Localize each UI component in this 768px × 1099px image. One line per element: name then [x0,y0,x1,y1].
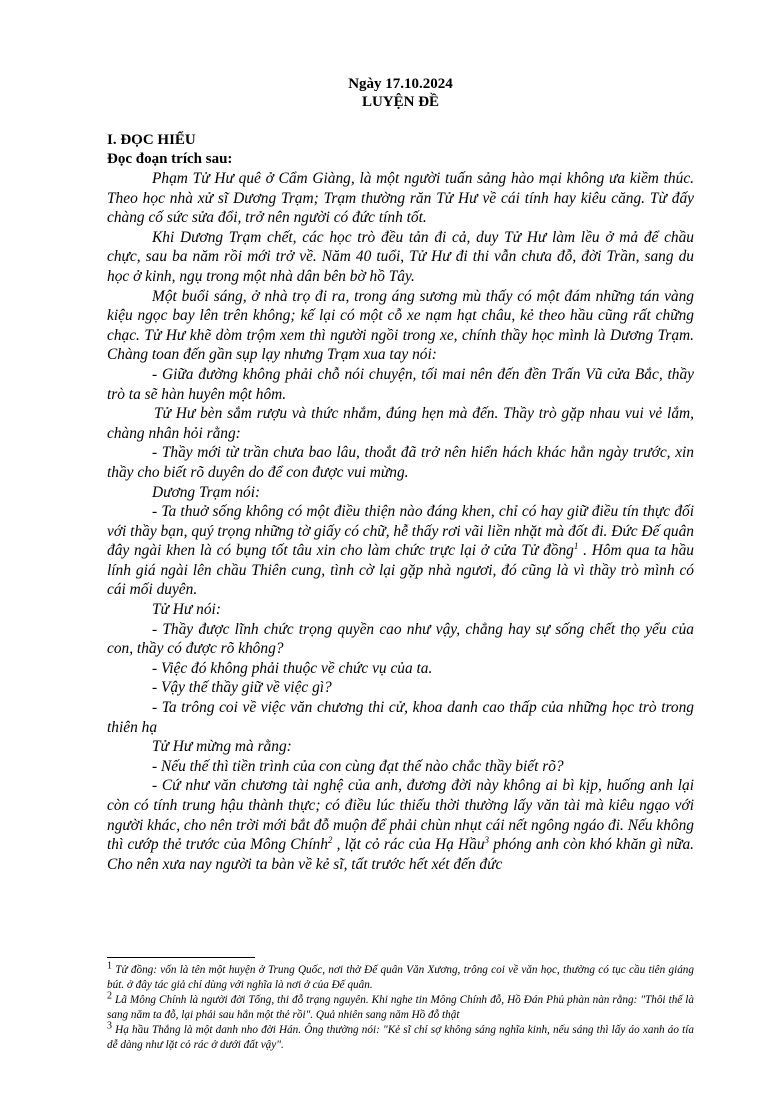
footnote-item [107,990,694,1023]
passage-text: - Ta thuở sống không có một điều thiện nào đáng khen, chỉ có hay giữ điều tín thực đối với thầy bạn, quý trọng những tờ giấy có chữ, hễ thấy rơi vãi liền nhặt mà đốt đi. Đức Đế quân đây ngài khen là có bụng tốt tâu xin cho làm chức trực lại ở cửa Tử đồng [107,503,694,560]
passage-paragraph: - Việc đó không phải thuộc về chức vụ của ta. [152,659,433,677]
document-date: Ngày 17.10.2024 [348,76,453,92]
footnote-number: 2 [107,990,112,1002]
footnote-text: Tử đồng: vốn là tên một huyện ở Trung Quốc, nơi thờ Đế quân Văn Xương, trông coi về văn học, thường có tục cầu tiên giáng bút. ở đây tác giả chỉ dùng với nghĩa là nơi ở của Đế quân. [107,964,694,991]
passage-paragraph: Tử Hư bèn sắm rượu và thức nhắm, đúng hẹn mà đến. Thầy trò gặp nhau vui vẻ lắm, chàng nhân hỏi rằng: [107,405,694,442]
footnote-number: 3 [107,1020,112,1032]
footnotes [107,960,694,1053]
passage-paragraph: - Ta trông coi về việc văn chương thi cử, khoa danh cao thấp của những học trò trong thiên hạ [107,699,694,736]
document-page [0,75,768,1099]
passage-paragraph [107,776,694,874]
passage-text: , lặt cỏ rác của Hạ Hầu [332,836,485,854]
footnote-ref: 1 [573,541,579,552]
footnote-text: Hạ hầu Thắng là một danh nho đời Hán. Ông thường nói: "Kẻ sĩ chỉ sợ không sáng nghĩa kinh, nếu sáng thì lấy áo xanh áo tía dễ dàng như lặt cỏ rác ở dưới đất vậy". [107,1024,694,1051]
document-header [107,75,694,111]
footnote-item [107,1020,694,1053]
reading-section [107,131,694,169]
passage-paragraph: - Thầy được lĩnh chức trọng quyền cao như vậy, chẳng hay sự sống chết thọ yểu của con, thầy có được rõ không? [107,620,694,658]
footnote-separator [107,957,255,958]
passage-paragraph: Tử Hư mừng mà rằng: [152,738,292,756]
passage-paragraph: Dương Trạm nói: [152,483,261,501]
passage-text: - Cứ như văn chương tài nghệ của anh, đương đời này không ai bì kịp, huống anh lại còn có tính trung hậu thành thực; có điều lúc thiếu thời thường lấy văn tài mà kiêu ngạo với người khác, cho nên trời mới bắt đỗ muộn để phải chùn nhụt cái nết ngông ngáo đi. Nếu không thì cướp thẻ trước của Mông Chính [107,777,694,854]
footnote-text: Lã Mông Chính là người đời Tống, thi đỗ trạng nguyên. Khi nghe tin Mông Chính đỗ, Hồ Đán Phủ phàn nàn rằng: "Thôi thế là sang năm ta đỗ, lại phải sau hắn một thẻ rồi". Quả nhiên sang năm Hồ đỗ thật [107,994,694,1021]
passage-paragraph [107,502,694,600]
document-title: LUYỆN ĐỀ [361,94,440,110]
passage-text: . Hôm qua ta hầu lính giá ngài lên chầu Thiên cung, tình cờ lại gặp nhà ngươi, đó cũng là vì thầy trò mình có cái mối duyên. [107,542,694,599]
passage-paragraph: Tử Hư nói: [152,601,221,619]
passage-paragraph: - Vậy thế thầy giữ về việc gì? [152,679,332,697]
passage-paragraph: - Thầy mới từ trần chưa bao lâu, thoắt đã trở nên hiển hách khác hẳn ngày trước, xin thầy cho biết rõ duyên do để con được vui mừng. [107,444,694,481]
footnote-ref: 3 [484,835,490,846]
section-heading: I. ĐỌC HIỂU [107,132,196,148]
footnote-number: 1 [107,960,112,972]
passage-paragraph: Một buổi sáng, ở nhà trọ đi ra, trong áng sương mù thấy có một đám những tán vàng kiệu ngọc bay lên trên không; kế lại có một cỗ xe nạm hạt châu, kẻ theo hầu cũng rất chững chạc. Tử Hư khẽ dòm trộm xem thì người ngồi trong xe, chính thầy học mình là Dương Trạm. Chàng toan đến gần sụp lạy nhưng Trạm xua tay nói: [107,287,694,364]
passage [107,169,694,874]
passage-paragraph: - Giữa đường không phải chỗ nói chuyện, tối mai nên đến đền Trấn Vũ cửa Bắc, thầy trò ta sẽ hàn huyên một hôm. [107,365,694,403]
passage-text: phóng anh còn khó khăn gì nữa. Cho nên xưa nay người ta bàn về kẻ sĩ, tất trước hết xét đến đức [107,836,694,873]
passage-paragraph: Khi Dương Trạm chết, các học trò đều tản đi cả, duy Tử Hư làm lều ở mả để chầu chực, sau ba năm rồi mới trở về. Năm 40 tuổi, Tử Hư đi thi vẫn chưa đỗ, đời Trần, sang du học ở kinh, ngụ trong một nhà dân bên bờ hồ Tây. [107,228,694,285]
passage-paragraph: Phạm Tử Hư quê ở Cẩm Giàng, là một người tuấn sảng hào mại không ưa kiềm thúc. Theo học nhà xử sĩ Dương Trạm; Trạm thường răn Tử Hư về cái tính hay kiêu căng. Từ đấy chàng cố sức sửa đổi, trở nên người có đức tính tốt. [107,170,694,227]
passage-paragraph: - Nếu thế thì tiền trình của con cùng đạt thế nào chắc thầy biết rõ? [152,757,564,775]
footnote-ref: 2 [327,835,333,846]
footnote-item [107,960,694,993]
section-instruction: Đọc đoạn trích sau: [107,151,233,167]
